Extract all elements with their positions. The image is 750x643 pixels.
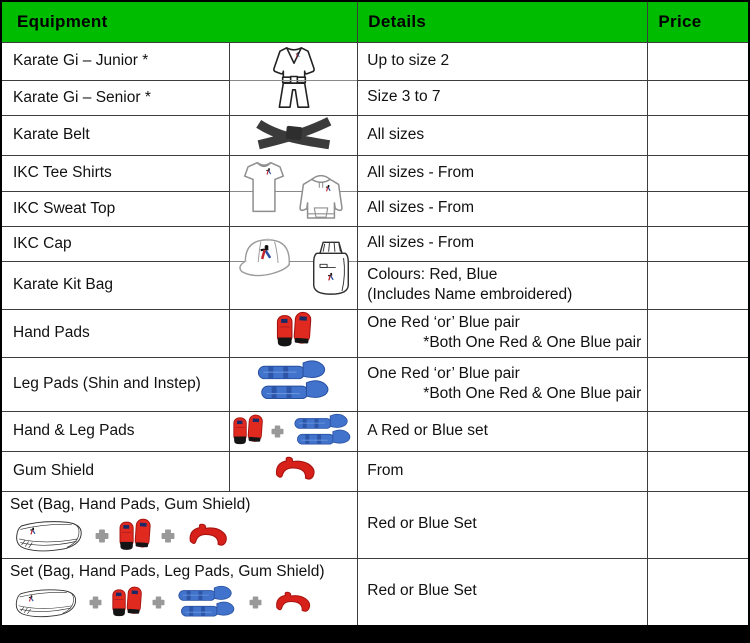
leg-pads-image-cell [229,357,357,411]
equipment-label: IKC Tee Shirts [1,155,229,191]
table-row [1,261,749,309]
gum-shield-image-cell [229,451,357,491]
details-line: All sizes [367,125,425,143]
leg-pads-icon [253,358,335,406]
details-cell [358,80,648,115]
price-cell [648,451,749,491]
price-cell [648,491,749,558]
plus-icon [152,596,165,609]
hand-pads-icon [274,310,314,352]
karate-belt-image-cell [229,115,357,155]
set-title: Set (Bag, Hand Pads, Leg Pads, Gum Shield) [10,562,325,580]
set-1-cell [1,491,358,558]
price-cell [648,80,749,115]
details-cell [358,191,648,226]
details-cell [358,451,648,491]
details-line: One Red ‘or’ Blue pair [367,364,520,382]
details-cell [358,261,648,309]
table-row [1,226,749,261]
bottom-black-bar [0,627,750,643]
details-line: One Red ‘or’ Blue pair [367,313,520,331]
details-cell [358,491,648,558]
equipment-label: Karate Gi – Senior * [1,80,229,115]
equipment-label: Gum Shield [1,451,229,491]
header-price: Price [648,1,749,42]
details-line: *Both One Red & One Blue pair [423,334,642,351]
header-row [1,1,749,42]
holdall-bag-icon [12,517,86,555]
price-cell [648,558,749,626]
table-row [1,357,749,411]
header-equipment: Equipment [1,1,358,42]
hand-pads-image-cell [229,309,357,357]
hand-pads-icon [111,585,143,621]
table-row [1,191,749,226]
kit-bag-icon [309,237,353,301]
set-icons [10,514,351,555]
details-line: All sizes - From [367,163,475,181]
hand-pads-icon [118,517,152,555]
table-row [1,115,749,155]
details-cell [358,357,648,411]
hand-pads-icon [232,413,264,449]
table-row [1,451,749,491]
sweat-top-icon [297,171,345,223]
details-line: Size 3 to 7 [367,88,441,106]
details-cell [358,411,648,451]
plus-icon [249,596,262,609]
details-cell [358,226,648,261]
price-cell [648,309,749,357]
karate-belt-icon [245,116,343,150]
table-row [1,155,749,191]
details-cell [358,155,648,191]
plus-icon [95,529,109,543]
details-line: From [367,461,404,479]
table-row [1,80,749,115]
leg-pads-icon [174,584,240,622]
details-line: Colours: Red, Blue [367,265,498,283]
set-title: Set (Bag, Hand Pads, Gum Shield) [10,495,251,513]
gum-shield-icon [270,455,318,483]
equipment-label: Hand & Leg Pads [1,411,229,451]
plus-icon [271,425,284,438]
details-cell [358,115,648,155]
price-cell [648,411,749,451]
price-cell [648,155,749,191]
hand-leg-pads-image-cell [229,411,357,451]
plus-icon [161,529,175,543]
equipment-label: Karate Belt [1,115,229,155]
details-cell [358,42,648,80]
equipment-label: IKC Cap [1,226,229,261]
details-cell [358,558,648,626]
details-line: Red or Blue Set [367,582,477,600]
set-icons [10,581,351,622]
tee-sweat-image-cell [229,155,357,226]
cap-bag-image-cell [229,226,357,309]
gum-shield-icon [184,522,230,549]
karate-gi-image-cell [229,42,357,115]
price-cell [648,226,749,261]
details-line: Red or Blue Set [367,515,477,533]
equipment-label: IKC Sweat Top [1,191,229,226]
gum-shield-icon [271,590,313,615]
table-row [1,491,749,558]
karate-gi-icon [264,43,324,110]
equipment-label: Hand Pads [1,309,229,357]
header-details: Details [358,1,648,42]
details-line: A Red or Blue set [367,421,488,439]
details-cell [358,309,648,357]
equipment-label: Leg Pads (Shin and Instep) [1,357,229,411]
table-row [1,558,749,626]
set-2-cell [1,558,358,626]
table-row [1,42,749,80]
table-row [1,411,749,451]
tee-shirt-icon [243,159,285,215]
table-row [1,309,749,357]
details-line: Up to size 2 [367,51,450,69]
details-line: All sizes - From [367,234,475,252]
plus-icon [89,596,102,609]
price-cell [648,191,749,226]
cell-divider-line [230,80,357,81]
price-cell [648,357,749,411]
price-cell [648,42,749,80]
price-cell [648,115,749,155]
cap-icon [235,233,297,281]
details-line: (Includes Name embroidered) [367,286,573,303]
price-cell [648,261,749,309]
equipment-label: Karate Kit Bag [1,261,229,309]
details-line: All sizes - From [367,199,475,217]
equipment-label: Karate Gi – Junior * [1,42,229,80]
holdall-bag-icon [12,585,80,621]
leg-pads-icon [291,412,355,450]
details-line: *Both One Red & One Blue pair [423,385,642,402]
